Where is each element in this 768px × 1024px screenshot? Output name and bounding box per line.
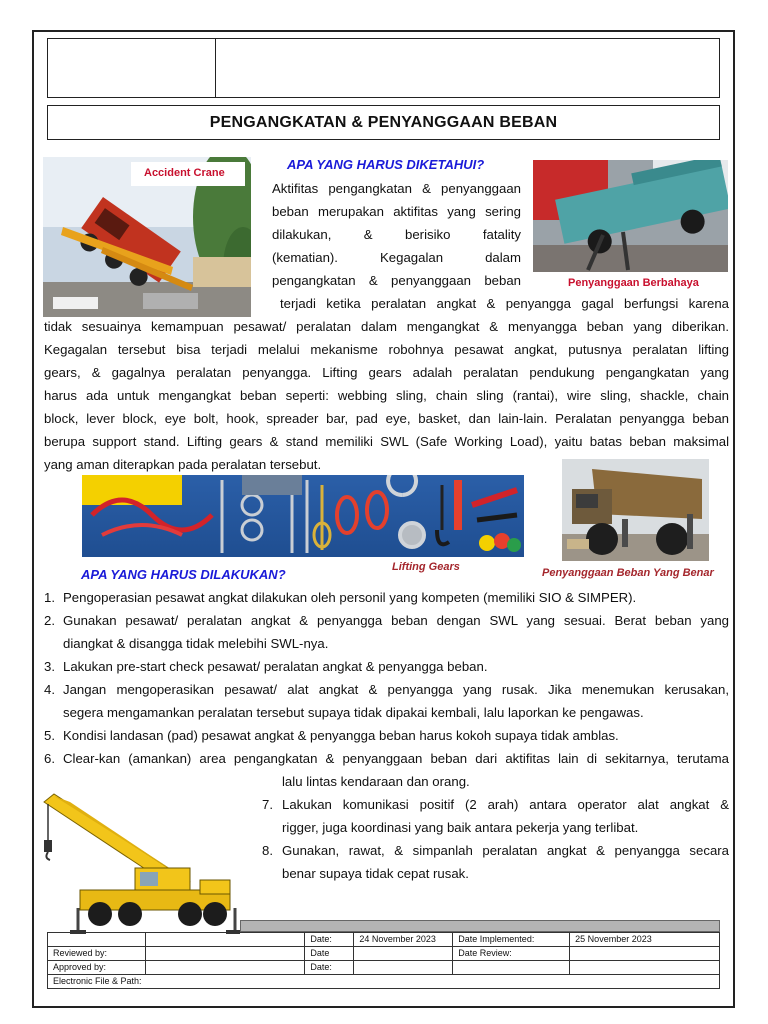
list-item-text <box>63 747 729 770</box>
date-implemented-label: Date Implemented: <box>453 933 570 947</box>
table-cell <box>570 961 720 975</box>
electronic-file-label: Electronic File & Path: <box>48 975 720 989</box>
list-item-line: Lakukan komunikasi positif (2 arah) antara operator alat angkat & <box>282 797 729 812</box>
list-item-number: 8. <box>262 843 273 858</box>
header-divider <box>215 39 216 97</box>
list-item-text <box>63 655 729 678</box>
dangerous-support-photo <box>533 160 728 272</box>
lifting-gears-photo <box>82 475 524 557</box>
list-item-line: rigger, juga koordinasi yang baik antara pekerja yang terlibat. <box>282 820 639 835</box>
intro-line: Aktifitas pengangkatan & penyanggaan <box>272 181 521 196</box>
table-cell <box>48 933 146 947</box>
date-value: 24 November 2023 <box>354 933 453 947</box>
list-item-number: 5. <box>44 728 55 743</box>
table-row <box>48 961 720 975</box>
document-control-table <box>47 932 720 989</box>
list-item-text <box>63 678 729 724</box>
intro-mid-line <box>280 292 729 315</box>
date-review-label: Date Review: <box>453 947 570 961</box>
list-item-number: 6. <box>44 751 55 766</box>
intro-line: tidak sesuainya kemampuan pesawat/ peralatan dalam mengangkat & menyangga beban yang diberikan. <box>44 319 729 334</box>
list-item-line: Pengoperasian pesawat angkat dilakukan oleh personil yang kompeten (memiliki SIO & SIMPER). <box>63 590 637 605</box>
correct-support-photo <box>562 459 709 561</box>
intro-line: berupa support stand. Lifting gears & stand memiliki SWL (Safe Working Load), yaitu batas beban maksimal <box>44 434 729 449</box>
mobile-crane-illustration <box>40 790 240 936</box>
list-item-text <box>282 839 729 885</box>
list-item-line: Lakukan pre-start check pesawat/ peralatan angkat & penyangga beban. <box>63 659 488 674</box>
table-cell <box>453 961 570 975</box>
intro-line: terjadi ketika peralatan angkat & penyangga gagal berfungsi karena <box>280 296 729 311</box>
table-row <box>48 933 720 947</box>
list-item-line: Kondisi landasan (pad) pesawat angkat & penyangga beban harus kokoh supaya tidak amblas. <box>63 728 619 743</box>
intro-line: beban merupakan aktifitas yang sering <box>272 204 521 219</box>
intro-line: (kematian). Kegagalan dalam <box>272 250 521 265</box>
accident-crane-photo <box>43 157 251 317</box>
list-item-number: 2. <box>44 613 55 628</box>
list-item-number: 7. <box>262 797 273 812</box>
dangerous-support-caption: Penyanggaan Berbahaya <box>568 277 699 289</box>
intro-line: pengangkatan & penyanggaan beban <box>272 273 521 288</box>
table-cell <box>145 947 305 961</box>
intro-line: block, lever block, eye bolt, hook, spreader bar, pad eye, basket, dan lain-lain. Peralatan penyangga beban <box>44 411 729 426</box>
table-row <box>48 947 720 961</box>
list-item-number: 3. <box>44 659 55 674</box>
list-item-number: 4. <box>44 682 55 697</box>
list-item-text <box>282 793 729 839</box>
date-label: Date <box>305 947 354 961</box>
accident-crane-caption: Accident Crane <box>144 167 225 179</box>
date-implemented-value: 25 November 2023 <box>570 933 720 947</box>
page-title: PENGANGKATAN & PENYANGGAAN BEBAN <box>47 105 720 140</box>
list-item-number: 1. <box>44 590 55 605</box>
intro-line: Kegagalan tersebut bisa terjadi melalui mekanisme robohnya pesawat angkat, putusnya peralatan lifting <box>44 342 729 357</box>
date-label: Date: <box>305 961 354 975</box>
date-label: Date: <box>305 933 354 947</box>
section-heading-do: APA YANG HARUS DILAKUKAN? <box>81 567 286 582</box>
section-heading-know: APA YANG HARUS DIKETAHUI? <box>287 157 485 172</box>
list-item-continuation <box>282 770 729 793</box>
intro-line: yang aman diterapkan pada peralatan tersebut. <box>44 457 322 472</box>
intro-line: harus ada untuk mengangkat beban seperti: webbing sling, chain sling (rantai), wire sling, shackle, chain <box>44 388 729 403</box>
list-item-text <box>63 609 729 655</box>
header-box <box>47 38 720 98</box>
list-item-line: lalu lintas kendaraan dan orang. <box>282 774 470 789</box>
list-item-line: segera mengamankan peralatan tersebut supaya tidak dipakai kembali, lalu laporkan ke pengawas. <box>63 705 644 720</box>
lifting-gears-caption: Lifting Gears <box>392 561 460 573</box>
table-cell <box>145 961 305 975</box>
correct-support-caption: Penyanggaan Beban Yang Benar <box>542 567 714 579</box>
footer-header-bar <box>240 920 720 932</box>
intro-line: dilakukan, & berisiko fatality <box>272 227 521 242</box>
approved-by-label: Approved by: <box>48 961 146 975</box>
list-item-line: Jangan mengoperasikan pesawat/ alat angkat & penyangga yang rusak. Jika menemukan kerusakan, <box>63 682 729 697</box>
intro-paragraph-full <box>44 315 729 476</box>
intro-line: gears, & gagalnya peralatan penyangga. Lifting gears adalah peralatan pendukung pengangkatan yang <box>44 365 729 380</box>
table-cell <box>570 947 720 961</box>
table-cell <box>354 961 453 975</box>
list-item-line: Gunakan pesawat/ peralatan angkat & penyangga beban dengan SWL yang sesuai. Berat beban yang <box>63 613 729 628</box>
list-item-line: diangkat & disangga tidak melebihi SWL-nya. <box>63 636 329 651</box>
table-cell <box>354 947 453 961</box>
list-item-line: Clear-kan (amankan) area pengangkatan & penyanggaan beban dari aktifitas lain di sekitarnya, terutama <box>63 751 729 766</box>
table-cell <box>145 933 305 947</box>
list-item-text <box>63 586 729 609</box>
intro-paragraph-narrow <box>272 177 521 292</box>
reviewed-by-label: Reviewed by: <box>48 947 146 961</box>
table-row <box>48 975 720 989</box>
list-item-line: benar supaya tidak cepat rusak. <box>282 866 469 881</box>
list-item-line: Gunakan, rawat, & simpanlah peralatan angkat & penyangga secara <box>282 843 729 858</box>
list-item-text <box>63 724 729 747</box>
